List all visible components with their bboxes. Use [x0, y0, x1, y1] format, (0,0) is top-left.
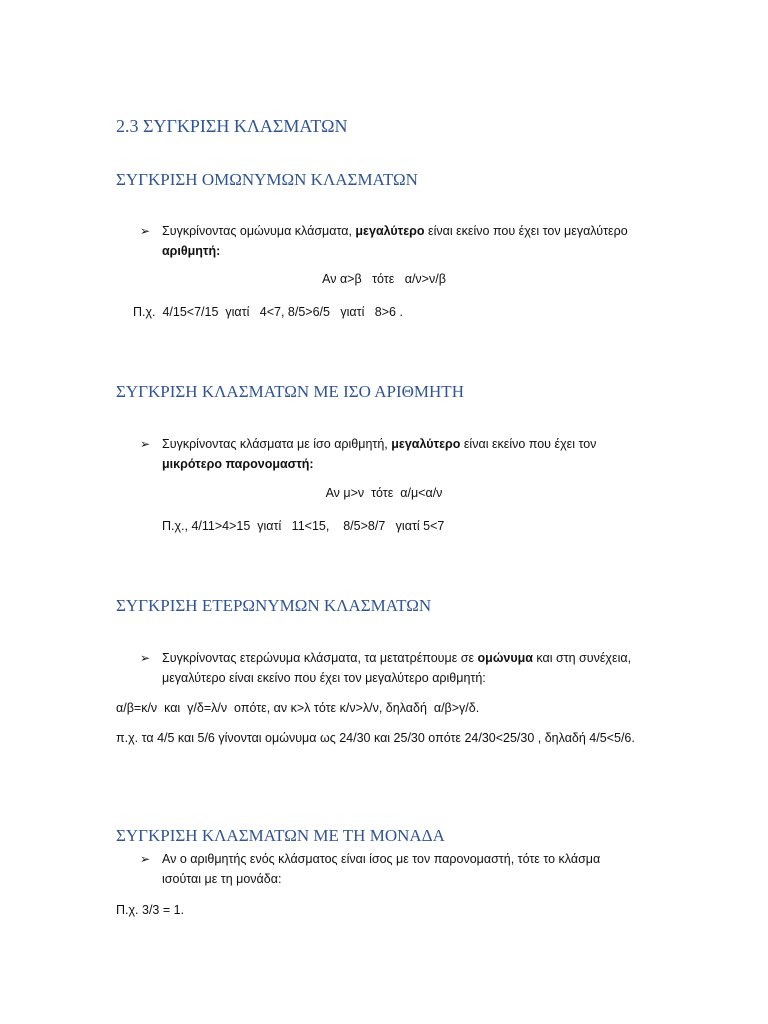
heading-same-numerator: ΣΥΓΚΡΙΣΗ ΚΛΑΣΜΑΤΩΝ ΜΕ ΙΣΟ ΑΡΙΘΜΗΤΗ	[116, 382, 464, 401]
bullet-different-denominators	[140, 648, 640, 688]
example-same-denominator: Π.χ. 4/15<7/15 γιατί 4<7, 8/5>6/5 γιατί 8>6 .	[133, 305, 403, 319]
bullet-text: Συγκρίνοντας κλάσματα με ίσο αριθμητή, μεγαλύτερο είναι εκείνο που έχει τον μικρότερο παρονομαστή:	[162, 437, 597, 471]
heading-compare-with-one: ΣΥΓΚΡΙΣΗ ΚΛΑΣΜΑΤΩΝ ΜΕ ΤΗ ΜΟΝΑΔΑ	[116, 826, 445, 845]
example-different-denominators: π.χ. τα 4/5 και 5/6 γίνονται ομώνυμα ως 24/30 και 25/30 οπότε 24/30<25/30 , δηλαδή 4/5<5/6.	[116, 731, 635, 745]
arrow-bullet-icon: ➢	[140, 224, 151, 238]
bullet-same-numerator	[140, 434, 640, 474]
section-title: 2.3 ΣΥΓΚΡΙΣΗ ΚΛΑΣΜΑΤΩΝ	[116, 116, 348, 136]
rule-same-numerator: Αν μ>ν τότε α/μ<α/ν	[325, 486, 443, 500]
arrow-bullet-icon: ➢	[140, 651, 151, 665]
bullet-text: Συγκρίνοντας ομώνυμα κλάσματα, μεγαλύτερο είναι εκείνο που έχει τον μεγαλύτερο αριθμητή:	[162, 224, 628, 258]
bullet-text: Συγκρίνοντας ετερώνυμα κλάσματα, τα μετατρέπουμε σε ομώνυμα και στη συνέχεια, μεγαλύτερο είναι εκείνο που έχει τον μεγαλύτερο αριθμητή:	[162, 651, 632, 685]
example-same-numerator: Π.χ., 4/11>4>15 γιατί 11<15, 8/5>8/7 γιατί 5<7	[162, 519, 445, 533]
rule-different-denominators: α/β=κ/ν και γ/δ=λ/ν οπότε, αν κ>λ τότε κ/ν>λ/ν, δηλαδή α/β>γ/δ.	[116, 701, 480, 715]
bullet-compare-with-one	[140, 849, 640, 889]
bullet-text: Αν ο αριθμητής ενός κλάσματος είναι ίσος με τον παρονομαστή, τότε το κλάσμα ισούται με τη μονάδα:	[162, 852, 601, 886]
example-compare-with-one: Π.χ. 3/3 = 1.	[116, 903, 185, 917]
heading-same-denominator: ΣΥΓΚΡΙΣΗ ΟΜΩΝΥΜΩΝ ΚΛΑΣΜΑΤΩΝ	[116, 170, 418, 189]
rule-same-denominator: Αν α>β τότε α/ν>ν/β	[322, 272, 446, 286]
heading-different-denominators: ΣΥΓΚΡΙΣΗ ΕΤΕΡΩΝΥΜΩΝ ΚΛΑΣΜΑΤΩΝ	[116, 596, 432, 615]
bullet-same-denominator	[140, 221, 640, 261]
arrow-bullet-icon: ➢	[140, 852, 151, 866]
arrow-bullet-icon: ➢	[140, 437, 151, 451]
